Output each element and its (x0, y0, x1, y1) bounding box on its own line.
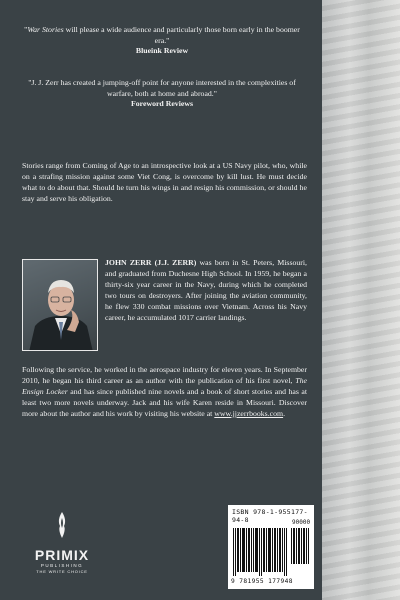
book-description: Stories range from Coming of Age to an introspective look at a US Navy pilot, who, while on a strafing mission against some Viet Cong, is overcome by kill lust. He must decide what to do about that. Should he turn his wings in and resign his commission, or should he stay and serve his obligation. (22, 161, 307, 203)
publisher-tagline: THE WRITE CHOICE (36, 569, 88, 574)
publisher-logo (26, 512, 98, 592)
ean-number: 9 781955 177948 (231, 578, 293, 585)
quote-source: Foreword Reviews (131, 99, 193, 108)
book-spine-edge (322, 0, 400, 600)
quote-open-mark: " (24, 25, 28, 34)
novel-title: The Ensign Locker (22, 376, 307, 396)
author-photo (22, 259, 98, 351)
author-website-link[interactable]: www.jjzerrbooks.com (214, 409, 284, 418)
author-portrait-icon (23, 260, 98, 351)
isbn-text: ISBN 978-1-955177-94-8 (232, 508, 308, 524)
quote-book-title: War Stories (27, 25, 64, 34)
quill-flame-icon (54, 512, 70, 538)
publisher-name: PRIMIX (34, 547, 90, 563)
addon-price-code: 90000 (292, 519, 311, 526)
bio-text: and has since published nine novels and a book of short stories and has at least two more novels underway. Jack and his wife Karen reside in Missouri. Discover more about the author and his work by visiting his website at (22, 387, 308, 418)
author-bio-text: was born in St. Peters, Missouri, and graduated from Duchesne High School. In 1959, he began a thirty-six year career in the Navy, during which he completed two tours on destroyers. After joining the aviation community, he flew 330 combat missions over Vietnam. Across his Navy career, he accumulated 1017 carrier landings. (105, 258, 307, 322)
quote-text: will please a wide audience and particularly those born early in the boomer era." (63, 25, 300, 45)
quote-text: "J. J. Zerr has created a jumping-off point for anyone interested in the complexities of warfare, both at home and abroad." (28, 78, 296, 98)
bio-text: . (283, 409, 286, 418)
bio-text: Following the service, he worked in the aerospace industry for eleven years. In September 2010, he began his third career as an author with the publication of his first novel, (22, 365, 307, 385)
publisher-sub: PUBLISHING (40, 563, 84, 568)
addon-barcode-bars (291, 528, 309, 564)
isbn-barcode (228, 505, 314, 589)
quote-source: Blueink Review (135, 46, 189, 55)
ean-barcode-bars (233, 528, 288, 576)
author-bio-continued (22, 364, 307, 419)
review-quote-blueink (22, 25, 302, 57)
author-bio (105, 257, 307, 323)
review-quote-foreword (22, 78, 302, 110)
author-name: JOHN ZERR (J.J. ZERR) (105, 258, 197, 267)
